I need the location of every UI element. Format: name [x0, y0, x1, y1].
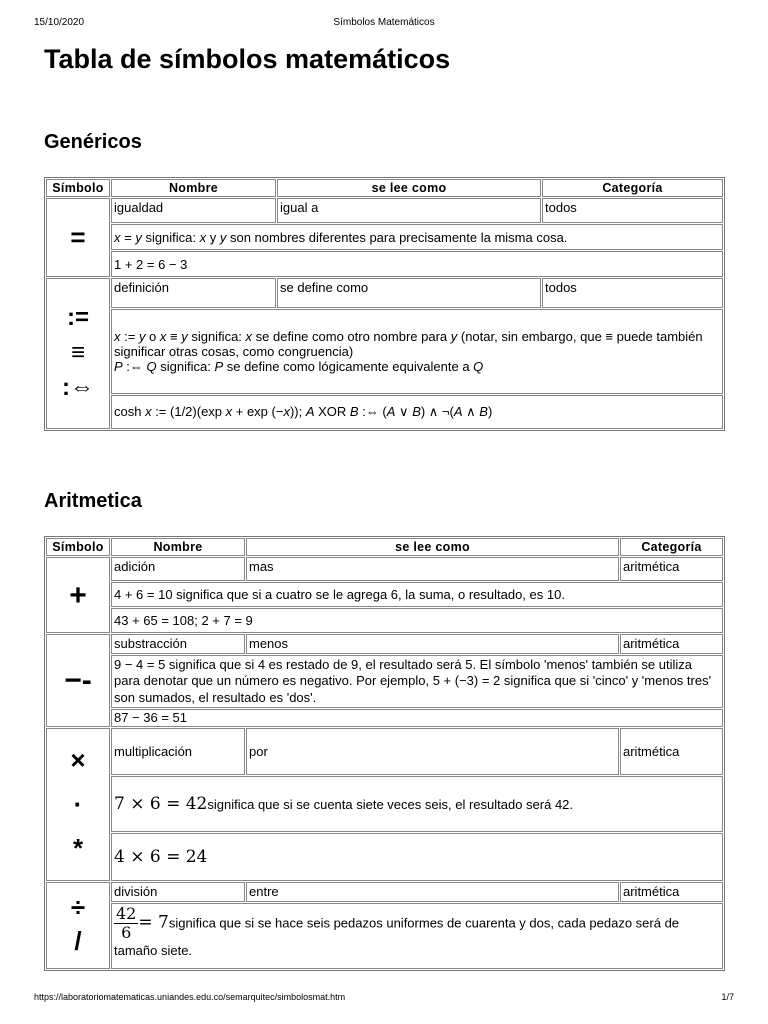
- logical-equiv-desc-line: P :⇔ Q significa: P se define como lógicamente equivalente a Q: [114, 359, 484, 374]
- categoria-cell: aritmética: [620, 634, 723, 654]
- table-row: [46, 198, 723, 223]
- symbol-slash: /: [74, 926, 82, 957]
- symbol-plus: +: [69, 578, 87, 612]
- nombre-cell: multiplicación: [111, 728, 245, 775]
- example-cell: [111, 833, 723, 881]
- print-page-title: Símbolos Matemáticos: [333, 17, 435, 28]
- page-url: https://laboratoriomatematicas.uniandes.edu.co/semarquitec/simbolosmat.htm: [34, 992, 346, 1002]
- header-se-lee-como: se lee como: [277, 179, 541, 197]
- header-nombre: Nombre: [111, 538, 245, 556]
- example-cell: 1 + 2 = 6 − 3: [111, 251, 723, 277]
- table-row: [46, 655, 723, 708]
- example-cell: 87 − 36 = 51: [111, 709, 723, 727]
- nombre-cell: substracción: [111, 634, 245, 654]
- description-cell: 7 × 6 = 42significa que si se cuenta siete veces seis, el resultado será 42.: [111, 776, 723, 832]
- symbol-cell: [46, 278, 110, 429]
- example-cell: cosh x := (1/2)(exp x + exp (−x)); A XOR B :⇔ (A ∨ B) ∧ ¬(A ∧ B): [111, 395, 723, 429]
- nombre-cell: igualdad: [111, 198, 276, 223]
- table-row: [46, 309, 723, 394]
- categoria-cell: todos: [542, 198, 723, 223]
- table-row: [46, 882, 723, 902]
- lee-cell: por: [246, 728, 619, 775]
- example-cell: 43 + 65 = 108; 2 + 7 = 9: [111, 608, 723, 633]
- print-date: 15/10/2020: [34, 17, 85, 28]
- lee-cell: se define como: [277, 278, 541, 308]
- symbol-colon-iff: :⇔: [62, 373, 94, 401]
- description-cell: [111, 309, 723, 394]
- description-cell: 4 + 6 = 10 significa que si a cuatro se le agrega 6, la suma, o resultado, es 10.: [111, 582, 723, 607]
- description-cell: 9 − 4 = 5 significa que si 4 es restado de 9, el resultado será 5. El símbolo 'menos' también se utiliza para denotar que un número es negativo. Por ejemplo, 5 + (−3) = 2 significa que si 'cinco' y 'menos tres' son sumados, el resultado es 'dos'.: [111, 655, 723, 708]
- fraction: $\frac{42}{6}$: [116, 903, 137, 943]
- categoria-cell: todos: [542, 278, 723, 308]
- symbol-minus: −-: [64, 663, 92, 697]
- section-title-genericos: Genéricos: [44, 131, 142, 153]
- table-row: [46, 709, 723, 727]
- symbol-asterisk: *: [72, 833, 84, 864]
- lee-cell: mas: [246, 557, 619, 581]
- table-row: [46, 903, 723, 969]
- header-se-lee-como: se lee como: [246, 538, 619, 556]
- math-expression: 4 × 6 = 24: [114, 846, 208, 867]
- math-expression: = 7: [138, 912, 169, 933]
- nombre-cell: definición: [111, 278, 276, 308]
- definition-desc-line: x := y o x ≡ y significa: x se define como otro nombre para y (notar, sin embargo, que ≡ puede también significar otras cosas, como congruencia): [114, 329, 703, 359]
- symbol-identical: ≡: [70, 339, 85, 367]
- table-row: [46, 728, 723, 775]
- symbol-divide: ÷: [70, 892, 86, 923]
- symbol-cell: [46, 198, 110, 277]
- table-row: [46, 395, 723, 429]
- table-row: [46, 278, 723, 308]
- symbol-colon-equals: :=: [66, 304, 89, 332]
- symbol-times: ×: [70, 744, 86, 775]
- header-simbolo: Símbolo: [46, 538, 110, 556]
- math-expression: 7 × 6 = 42: [114, 793, 208, 814]
- page-title: Tabla de símbolos matemáticos: [44, 44, 451, 74]
- header-simbolo: Símbolo: [46, 179, 110, 197]
- genericos-table: [44, 177, 725, 431]
- symbol-cell: [46, 882, 110, 969]
- table-row: [46, 608, 723, 633]
- table-header-row: [46, 538, 723, 556]
- table-row: [46, 833, 723, 881]
- table-row: [46, 582, 723, 607]
- categoria-cell: aritmética: [620, 557, 723, 581]
- symbol-cell: [46, 557, 110, 633]
- table-header-row: [46, 179, 723, 197]
- header-categoria: Categoría: [542, 179, 723, 197]
- symbol-cell: [46, 634, 110, 727]
- description-cell: x = y significa: x y y son nombres diferentes para precisamente la misma cosa.: [111, 224, 723, 250]
- header-nombre: Nombre: [111, 179, 276, 197]
- symbol-equals: =: [70, 221, 86, 252]
- nombre-cell: adición: [111, 557, 245, 581]
- table-row: [46, 776, 723, 832]
- nombre-cell: división: [111, 882, 245, 902]
- lee-cell: entre: [246, 882, 619, 902]
- table-row: [46, 251, 723, 277]
- categoria-cell: aritmética: [620, 882, 723, 902]
- description-cell: $\frac{42}{6}$ = 7significa que si se hace seis pedazos uniformes de cuarenta y dos, cada pedazo será de tamaño siete.: [111, 903, 723, 969]
- section-title-aritmetica: Aritmetica: [44, 490, 142, 512]
- print-footer: [34, 992, 734, 1006]
- page-number: 1/7: [721, 992, 734, 1002]
- table-row: [46, 634, 723, 654]
- lee-cell: igual a: [277, 198, 541, 223]
- symbol-cell: [46, 728, 110, 881]
- print-header: [34, 17, 734, 31]
- aritmetica-table: [44, 536, 725, 971]
- table-row: [46, 557, 723, 581]
- symbol-dot: ·: [73, 789, 83, 820]
- lee-cell: menos: [246, 634, 619, 654]
- categoria-cell: aritmética: [620, 728, 723, 775]
- header-categoria: Categoría: [620, 538, 723, 556]
- table-row: [46, 224, 723, 250]
